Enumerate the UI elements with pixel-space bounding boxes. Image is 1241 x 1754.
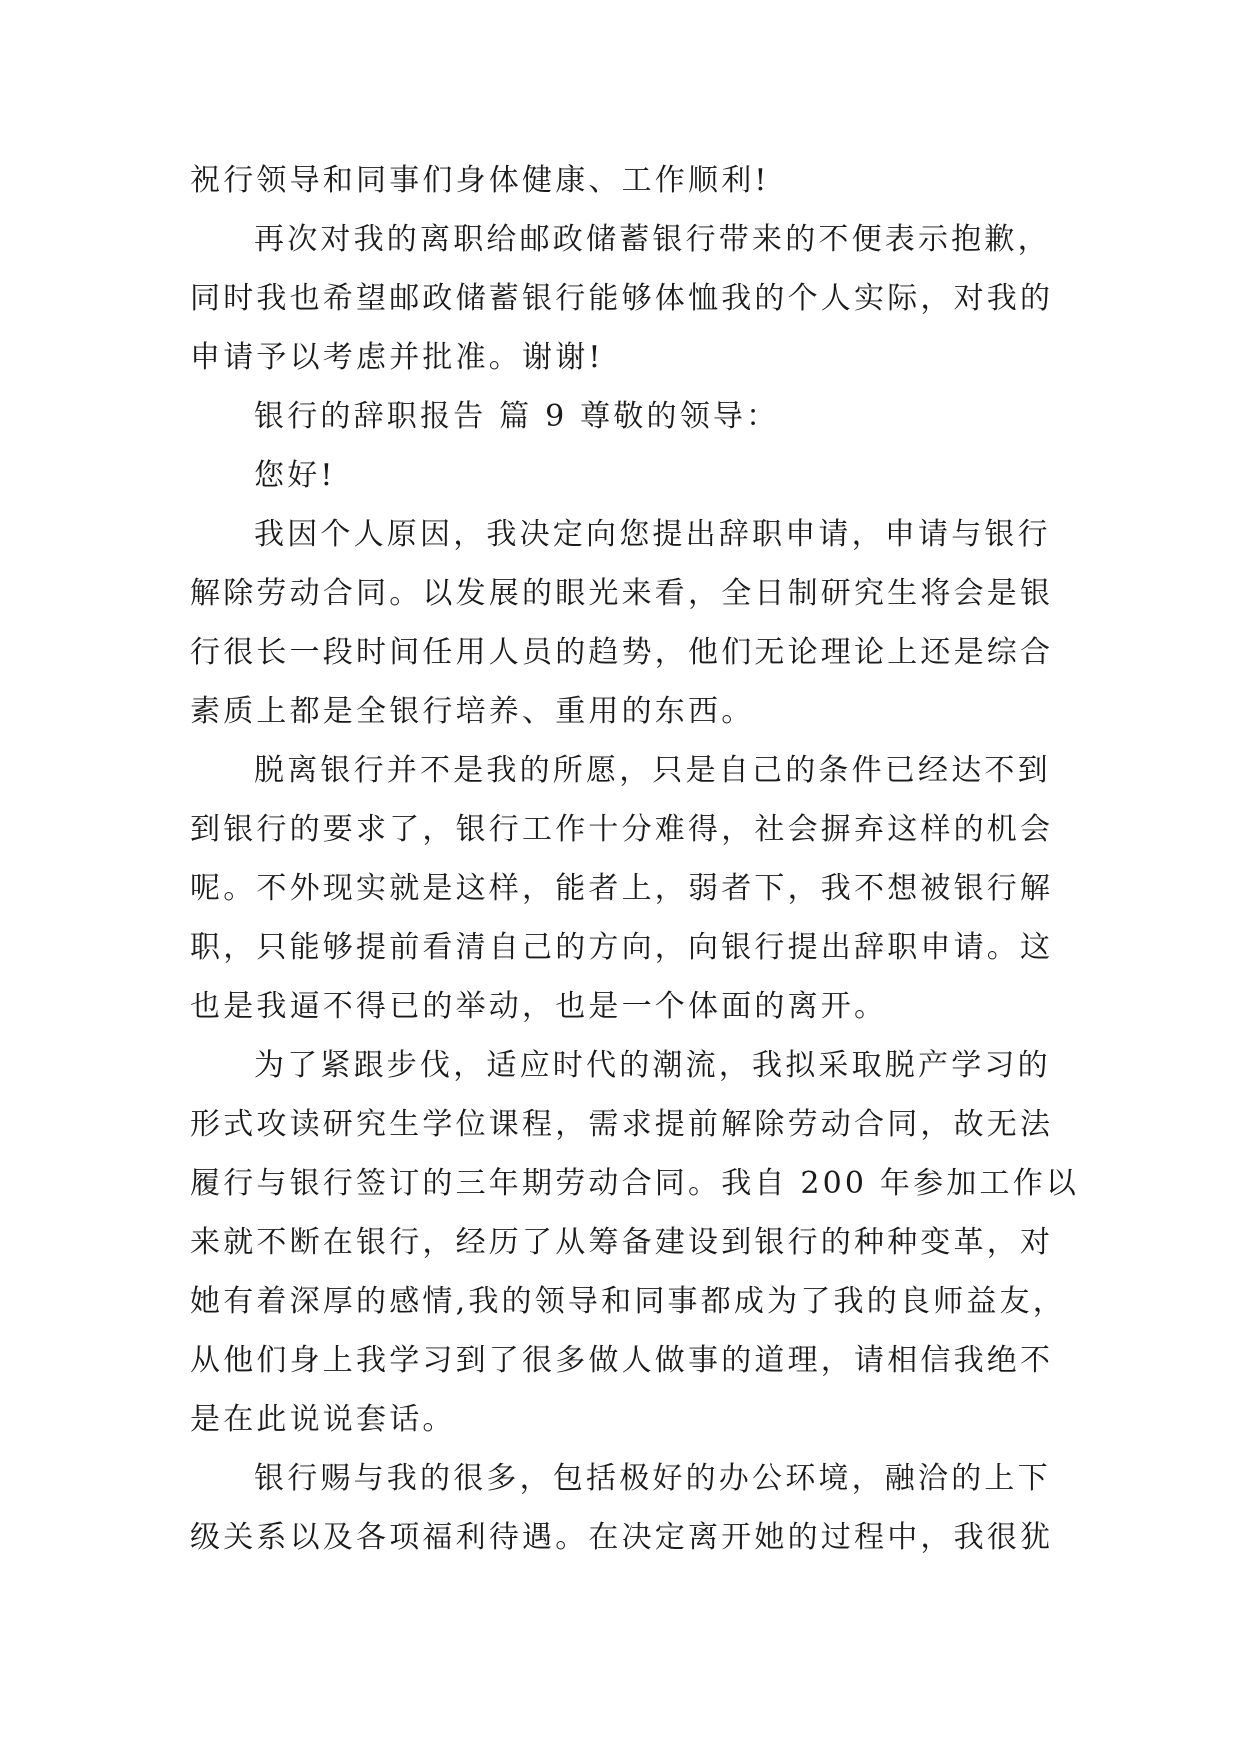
text-line: 是在此说说套话。 bbox=[190, 1402, 456, 1437]
text-line: 形式攻读研究生学位课程，需求提前解除劳动合同，故无法 bbox=[190, 1107, 1054, 1142]
text-line: 来就不断在银行，经历了从筹备建设到银行的种种变革，对 bbox=[190, 1225, 1054, 1260]
text-line: 素质上都是全银行培养、重用的东西。 bbox=[190, 694, 755, 729]
text-line: 职，只能够提前看清自己的方向，向银行提出辞职申请。这 bbox=[190, 930, 1054, 965]
text-line: 为了紧跟步伐，适应时代的潮流，我拟采取脱产学习的 bbox=[254, 1048, 1051, 1083]
text-line: 她有着深厚的感情,我的领导和同事都成为了我的良师益友， bbox=[190, 1284, 1066, 1319]
text-line: 呢。不外现实就是这样，能者上，弱者下，我不想被银行解 bbox=[190, 871, 1054, 906]
text-line: 行很长一段时间任用人员的趋势，他们无论理论上还是综合 bbox=[190, 635, 1054, 670]
text-line: 脱离银行并不是我的所愿，只是自己的条件已经达不到 bbox=[254, 753, 1051, 788]
text-line: 从他们身上我学习到了很多做人做事的道理，请相信我绝不 bbox=[190, 1343, 1054, 1378]
section-heading: 银行的辞职报告 篇 9 尊敬的领导： bbox=[254, 399, 780, 434]
text-line: 同时我也希望邮政储蓄银行能够体恤我的个人实际，对我的 bbox=[190, 281, 1054, 316]
text-line: 再次对我的离职给邮政储蓄银行带来的不便表示抱歉， bbox=[254, 222, 1051, 257]
greeting: 您好! bbox=[254, 458, 336, 493]
text-line: 申请予以考虑并批准。谢谢! bbox=[190, 340, 604, 375]
text-line: 银行赐与我的很多，包括极好的办公环境，融洽的上下 bbox=[254, 1461, 1051, 1496]
text-line: 级关系以及各项福利待遇。在决定离开她的过程中，我很犹 bbox=[190, 1520, 1054, 1555]
text-line: 也是我逼不得已的举动，也是一个体面的离开。 bbox=[190, 989, 888, 1024]
text-line: 履行与银行签订的三年期劳动合同。我自 200 年参加工作以 bbox=[190, 1166, 1080, 1201]
text-line: 我因个人原因，我决定向您提出辞职申请，申请与银行 bbox=[254, 517, 1051, 552]
text-line: 祝行领导和同事们身体健康、工作顺利! bbox=[190, 163, 770, 198]
text-line: 到银行的要求了，银行工作十分难得，社会摒弃这样的机会 bbox=[190, 812, 1054, 847]
text-line: 解除劳动合同。以发展的眼光来看，全日制研究生将会是银 bbox=[190, 576, 1054, 611]
